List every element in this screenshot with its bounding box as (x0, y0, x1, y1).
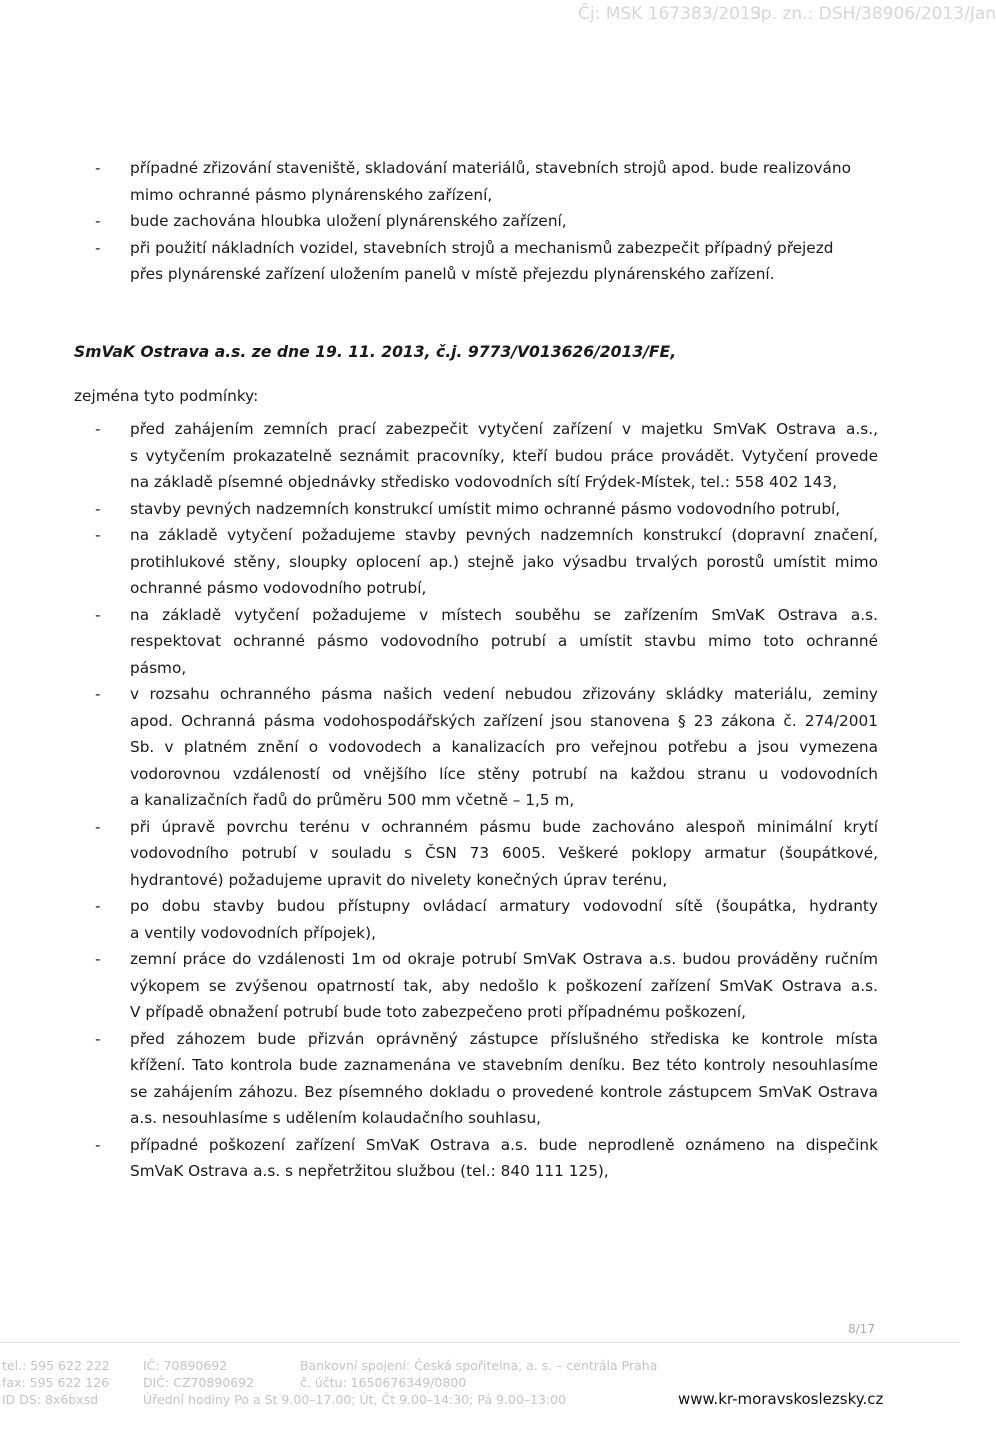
list-bullet: - (95, 238, 101, 257)
list-bullet: - (95, 499, 101, 518)
list-item-line: Sb. v platném znění o vodovodech a kanalizacích pro veřejnou potřebu a jsou vymezena (130, 738, 878, 756)
case-number: Čj: MSK 167383/2013 (578, 4, 762, 24)
footer-dic: DIČ: CZ70890692 (143, 1375, 255, 1390)
website-link[interactable]: www.kr-moravskoslezsky.cz (678, 1390, 884, 1408)
list-item-line: mimo ochranné pásmo plynárenského zařízení, (130, 185, 493, 204)
list-bullet: - (95, 159, 101, 177)
section-intro: zejména tyto podmínky: (74, 387, 259, 405)
list-item-line: s vytyčením prokazatelně seznámit pracovníky, kteří budou práce provádět. Vytyčení provede (130, 446, 878, 465)
list-item-line: se zahájením záhozu. Bez písemného dokladu o provedené kontrole zástupcem SmVaK Ostrava (130, 1082, 878, 1101)
footer-bank: Bankovní spojení: Česká spořitelna, a. s. – centrála Praha (300, 1358, 658, 1373)
list-item-line: přes plynárenské zařízení uložením panelů v místě přejezdu plynárenského zařízení. (130, 265, 775, 283)
section-heading: SmVaK Ostrava a.s. ze dne 19. 11. 2013, č.j. 9773/V013626/2013/FE, (74, 343, 677, 361)
list-item-line: na základě vytyčení požadujeme stavby pevných nadzemních konstrukcí (dopravní značení, (130, 526, 878, 544)
list-bullet: - (95, 605, 101, 624)
footer-phone: tel.: 595 622 222 (2, 1358, 110, 1373)
list-item-line: hydrantové) požadujeme upravit do nivelety konečných úprav terénu, (130, 870, 668, 889)
list-item-line: zemní práce do vzdálenosti 1m od okraje potrubí SmVaK Ostrava a.s. budou prováděny ručním (130, 950, 878, 968)
list-item-line: V případě obnažení potrubí bude toto zabezpečeno proti případnému poškození, (130, 1003, 746, 1021)
list-item-line: na základě vytyčení požadujeme v místech souběhu se zařízením SmVaK Ostrava a.s. (130, 605, 878, 624)
page-number: 8/17 (848, 1322, 875, 1336)
list-item-line: případné zřizování staveniště, skladování materiálů, stavebních strojů apod. bude realizováno (130, 159, 851, 177)
list-bullet: - (95, 817, 101, 836)
list-bullet: - (95, 950, 101, 968)
footer-databox: ID DS: 8x6bxsd (2, 1392, 99, 1407)
list-bullet: - (95, 1135, 101, 1154)
list-item-line: před záhozem bude přizván oprávněný zástupce příslušného střediska ke kontrole místa (130, 1029, 878, 1048)
list-bullet: - (95, 212, 101, 230)
list-item-line: při použití nákladních vozidel, stavebních strojů a mechanismů zabezpečit případný přejezd (130, 238, 834, 257)
list-item-line: v rozsahu ochranného pásma našich vedení nebudou zřizovány skládky materiálu, zeminy (130, 685, 878, 703)
list-item-line: apod. Ochranná pásma vodohospodářských zařízení jsou stanovena § 23 zákona č. 274/2001 (130, 711, 878, 730)
list-item-line: respektovat ochranné pásmo vodovodního potrubí a umístit stavbu mimo toto ochranné (130, 632, 878, 650)
footer-office-hours: Úřední hodiny Po a St 9.00–17.00; Út, Čt 9.00–14:30; Pá 9.00–13:00 (143, 1392, 567, 1407)
file-number: Sp. zn.: DSH/38906/2013/Jan (750, 4, 996, 24)
footer-ico: IČ: 70890692 (143, 1358, 228, 1373)
list-item-line: vodorovnou vzdáleností od vnějšího líce stěny potrubí na každou stranu u vodovodních (130, 764, 878, 783)
footer-account: č. účtu: 1650676349/0800 (300, 1375, 467, 1390)
list-item-line: na základě písemné objednávky středisko vodovodních sítí Frýdek-Místek, tel.: 558 402 143, (130, 473, 838, 491)
list-item-line: po dobu stavby budou přístupny ovládací armatury vodovodní sítě (šoupátka, hydranty (130, 897, 878, 915)
list-bullet: - (95, 897, 101, 915)
list-item-line: případné poškození zařízení SmVaK Ostrava a.s. bude neprodleně oznámeno na dispečink (130, 1135, 878, 1154)
footer-divider (0, 1342, 960, 1343)
list-bullet: - (95, 526, 101, 544)
list-bullet: - (95, 420, 101, 438)
list-item-line: protihlukové stěny, sloupky oplocení ap.) stejně jako výsadbu trvalých porostů umístit mimo (130, 552, 878, 571)
list-item-line: před zahájením zemních prací zabezpečit vytyčení zařízení v majetku SmVaK Ostrava a.s., (130, 420, 878, 438)
page-header (0, 4, 996, 28)
list-item-line: ochranné pásmo vodovodního potrubí, (130, 579, 427, 597)
list-item-line: výkopem se zvýšenou opatrností tak, aby nedošlo k poškození zařízení SmVaK Ostrava a.s. (130, 976, 878, 995)
list-item-line: bude zachována hloubka uložení plynárenského zařízení, (130, 212, 567, 230)
list-bullet: - (95, 685, 101, 703)
list-item-line: stavby pevných nadzemních konstrukcí umístit mimo ochranné pásmo vodovodního potrubí, (130, 499, 841, 518)
list-item-line: pásmo, (130, 658, 187, 677)
list-item-line: a kanalizačních řadů do průměru 500 mm včetně – 1,5 m, (130, 791, 575, 809)
list-item-line: při úpravě povrchu terénu v ochranném pásmu bude zachováno alespoň minimální krytí (130, 817, 878, 836)
list-item-line: a ventily vodovodních přípojek), (130, 923, 376, 942)
list-item-line: vodovodního potrubí v souladu s ČSN 73 6005. Veškeré poklopy armatur (šoupátkové, (130, 844, 878, 862)
list-item-line: SmVaK Ostrava a.s. s nepřetržitou službou (tel.: 840 111 125), (130, 1162, 609, 1180)
list-bullet: - (95, 1029, 101, 1048)
list-item-line: a.s. nesouhlasíme s udělením kolaudačního souhlasu, (130, 1109, 542, 1127)
list-item-line: křížení. Tato kontrola bude zaznamenána ve stavebním deníku. Bez této kontroly nesouhlasíme (130, 1056, 878, 1074)
footer-fax: fax: 595 622 126 (2, 1375, 110, 1390)
